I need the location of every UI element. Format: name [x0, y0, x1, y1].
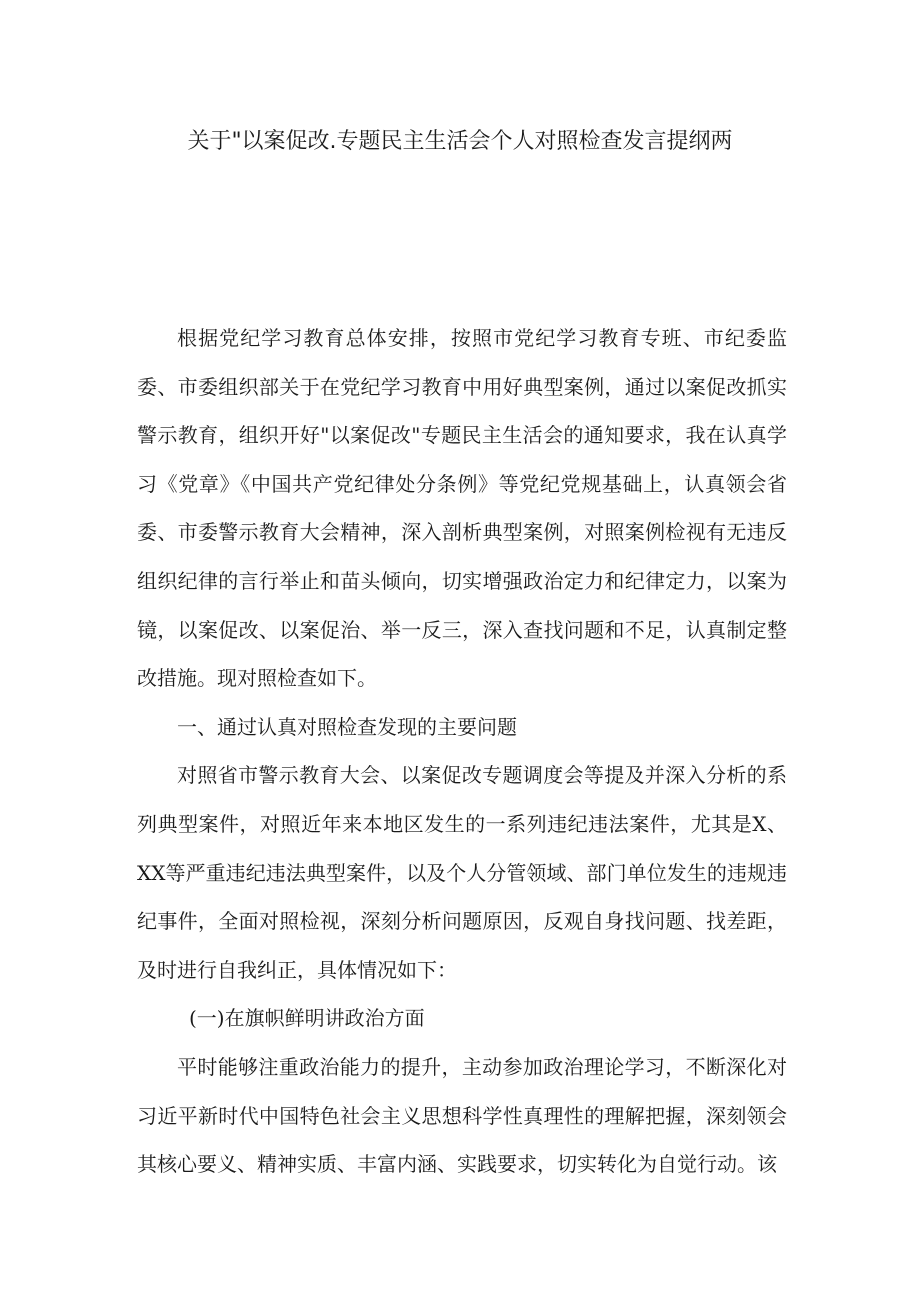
document-title: 关于"以案促改.专题民主生活会个人对照检查发言提纲两 — [187, 129, 733, 154]
section-heading-1: 一、通过认真对照检查发现的主要问题 — [177, 714, 517, 739]
subsection-1-paragraph: 平时能够注重政治能力的提升，主动参加政治理论学习，不断深化对习近平新时代中国特色社会主义思想科学性真理性的理解把握，深刻领会其核心要义、精神实质、丰富内涵、实践要求，切实转化为自觉行动。该 — [137, 1054, 787, 1177]
section-1-paragraph: 对照省市警示教育大会、以案促改专题调度会等提及并深入分析的系列典型案件，对照近年来本地区发生的一系列违纪违法案件，尤其是X、XX等严重违纪违法典型案件，以及个人分管领域、部门单位发生的违规违纪事件，全面对照检视，深刻分析问题原因，反观自身找问题、找差距，及时进行自我纠正，具体情况如下： — [137, 763, 787, 982]
intro-paragraph: 根据党纪学习教育总体安排，按照市党纪学习教育专班、市纪委监委、市委组织部关于在党纪学习教育中用好典型案例，通过以案促改抓实警示教育，组织开好"以案促改"专题民主生活会的通知要求，我在认真学习《党章》《中国共产党纪律处分条例》等党纪党规基础上，认真领会省委、市委警示教育大会精神，深入剖析典型案例，对照案例检视有无违反组织纪律的言行举止和苗头倾向，切实增强政治定力和纪律定力，以案为镜，以案促改、以案促治、举一反三，深入查找问题和不足，认真制定整改措施。现对照检查如下。 — [137, 326, 787, 691]
subsection-heading-1: (一)在旗帜鲜明讲政治方面 — [189, 1006, 425, 1031]
document-body — [137, 314, 787, 1189]
